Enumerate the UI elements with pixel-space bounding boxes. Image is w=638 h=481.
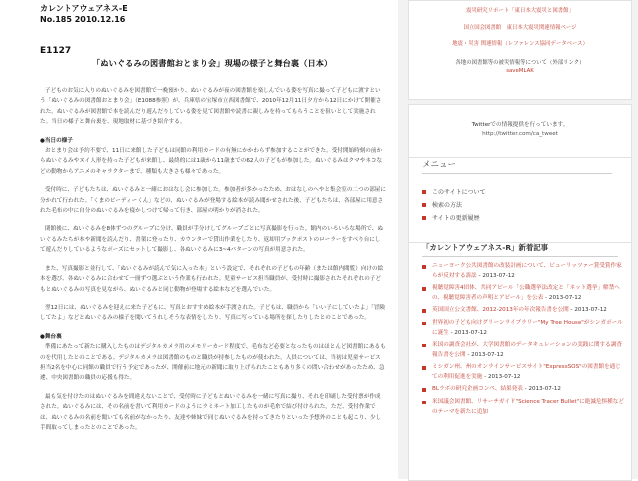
news-item[interactable]: 米国の調査会社が、大学図書館のデータキュレーションの実践に関する調査報告書を公開 - 2013-07-12 — [422, 341, 626, 361]
bullet-icon — [422, 287, 426, 291]
bullet-icon — [422, 366, 426, 370]
bullet-icon — [422, 203, 426, 207]
paragraph: おとまり会は予約不要で、11日に来館した子どもは同館の利用カードの有無にかかわらず参加することができた。受付開始時刻の前からぬいぐるみやヌイ人形を持った子どもが来館し、最終的には1歳から11歳までの62人の子どもが参加した。ぬいぐるみはクマやネコなどの動物からアニメのキャラクターまで、種類も大きさも様々であった。 — [40, 148, 383, 175]
news-item[interactable]: 世界初の子ども向けグリーンライブラリー"My Tree House"がシンガポールに誕生 - 2013-07-12 — [422, 319, 626, 339]
news-item[interactable]: ミシガン州、州のオンラインサービスサイト"ExpressSOS"の図書館を通じての利用促進を実施 - 2013-07-12 — [422, 363, 626, 383]
twitter-text: Twitterでの情報提供を行っています。 — [471, 122, 569, 128]
bullet-icon — [422, 388, 426, 392]
twitter-link[interactable]: http://twitter.com/ca_tweet — [482, 131, 558, 137]
link-savemlak[interactable]: saveMLAK — [506, 68, 534, 74]
link-disaster-report[interactable]: 震災研究リポート「東日本大震災と図書館」 — [466, 8, 574, 14]
news-item[interactable]: 英国国立公文書館、2012-2013年の年次報告書を公開 - 2013-07-12 — [422, 306, 626, 316]
disaster-links-box — [408, 0, 632, 100]
section-heading: ●当日の様子 — [40, 137, 73, 144]
sidebar — [398, 0, 638, 479]
link-ndl-earthquake-page[interactable]: 国立国会図書館 東日本大震災関連情報ページ — [463, 24, 577, 31]
menu-item-search-method[interactable]: 検索の方法 — [422, 200, 462, 209]
paragraph: 翌12日には、ぬいぐるみを迎えに来た子どもに、写真とおすすめ絵本が手渡された。子どもは、職員から「いい子にしていたよ」「冒険してたよ」などとぬいぐるみの様子を聞いてうれしそうな表情をしたり、写真に写っている場所を探したりしたとのことであった。 — [40, 304, 386, 322]
ca-r-news-list — [422, 262, 626, 420]
paragraph: また、写真撮影と並行して、「ぬいぐるみが読んで気に入った本」という設定で、それぞれの子どもの年齢（または館内閲覧）向けの絵本を選び、各ぬいぐるみに合わせて一冊ずつ選ぶという作業も行われた。児童サービス担当職員が、受付時に撮影されたそれぞれの子どもとぬいぐるみの写真を見ながら、ぬいぐるみと同じ動物が登場する絵本などを選んでいた。 — [40, 265, 384, 293]
paragraph: 子どものお気に入りのぬいぐるみを図書館で一晩預かり、ぬいぐるみが夜の図書館を楽しんでいる姿を写真に撮って子どもに渡すという「ぬいぐるみの図書館おとまり会」（E1088参照）が、兵庫県の宝塚市立西図書館で、2010年12月11日夕方から12日にかけて開催された。ぬいぐるみが図書館で本を読んだり遊んだりしている姿を見て図書館や読書に親しみを持ってもらうことを狙いとして実施された。当日の様子と舞台裏を、現地取材に基づき紹介する。 — [40, 88, 382, 126]
paragraph: 最も気を付けたのはぬいぐるみを間違えないことで、受付時に子どもとぬいぐるみを一緒に写真に撮り、それを印刷した受付票が作成された。ぬいぐるみには、その名前を書いて利用カードのようにラミネート加工したものが毛糸で結び付けられた。ただ、受付作業では、ぬいぐるみの名前を聞いても名前がなかったり、友達や姉妹で同じぬいぐるみを持ってきたりといった予想外のことも起こり、少し手間取ってしまったとのことであった。 — [40, 393, 382, 431]
twitter-box — [408, 104, 632, 158]
menu-item-about[interactable]: このサイトについて — [422, 187, 485, 196]
paragraph: 準備にあたって新たに購入したものはデジタルカメラ用のメモリーカード程度で、毛布など必要となったものはほとんど図書館にあるものを代用したとのことである。デジタルカメラは図書館のものと職員が持参したものが使われた。人員については、当初は児童サービス担当2名を中心に同館の職員で行う予定であったが、開催前に地元の新聞に取り上げられたこともあり多くの問い合わせがあったため、急遽、中央図書館の職員の応援も得た。 — [40, 344, 386, 382]
news-item[interactable]: ニューヨーク公共図書館の改装計画について、ビューリッツァー賞受賞作家らが反対する訴訟 - 2013-07-12 — [422, 262, 626, 282]
newsletter-header — [40, 3, 128, 25]
article-body — [40, 86, 386, 433]
entry-id: E1127 — [40, 46, 72, 56]
bullet-icon — [422, 190, 426, 194]
paragraph: 閉館後に、ぬいぐるみを8体ずつのグループに分け、職員が手分けしてグループごとに写真撮影を行った。館内のいろいろな場所で、ぬいぐるみたちが本や新聞を読んだり、書架に登ったり、カウンターで貸出作業をしたり、返却用ブックポストのローラーをすべり台にして遊んだりしているようなポーズにセットして撮影し、各ぬいぐるみに3~4パターンの写真が用意された。 — [40, 226, 383, 254]
news-item[interactable]: BLラボの研究企画コンペ、結果発表 - 2013-07-12 — [422, 385, 626, 395]
paragraph: 受付時に、子どもたちは、ぬいぐるみと一緒におはなし会に参加した。参加者が多かったため、おはなしのへやと集会室の二つの部屋に分かれて行われた。「くまのビーディーくん」などの、ぬいぐるみが登場する絵本が読み聞かせされた後、子どもたちは、各部屋に用意された毛布の中に自分のぬいぐるみを寝かしつけて帰って行き、部屋の明かりが消された。 — [40, 187, 386, 215]
menu-item-update-history[interactable]: サイトの更新履歴 — [422, 213, 480, 222]
newsletter-issue: No.185 2010.12.16 — [40, 15, 126, 24]
news-item[interactable]: 米国議会図書館、リサーチガイド"Science Tracer Bullet"に絶滅危惧種などのテーマを新たに追加 — [422, 398, 626, 418]
divider — [422, 173, 612, 174]
ca-r-heading: 「カレントアウェアネス-R」新着記事 — [422, 243, 549, 252]
news-item[interactable]: 視聴覚障害4団体、共同アピール「公職選挙法改定と「ネット選挙」解禁への、視聴覚障害者の声明とアピール」を公表 - 2013-07-12 — [422, 284, 626, 304]
bullet-icon — [422, 401, 426, 405]
section-heading: ●舞台裏 — [40, 333, 62, 340]
bullet-icon — [422, 322, 426, 326]
bullet-icon — [422, 265, 426, 269]
bullet-icon — [422, 216, 426, 220]
link-reference-database[interactable]: 地震・災害 関連情報（レファレンス協同データベース） — [452, 41, 588, 47]
article-title: 「ぬいぐるみの図書館おとまり会」現場の様子と舞台裏（日本） — [92, 58, 333, 68]
menu-heading: メニュー — [422, 160, 457, 170]
newsletter-name: カレントアウェアネス-E — [40, 4, 128, 13]
bullet-icon — [422, 309, 426, 313]
bullet-icon — [422, 344, 426, 348]
divider — [422, 256, 618, 257]
link-library-damage-info[interactable]: 各地の図書館等の被災情報等について（外部リンク） — [455, 59, 585, 66]
